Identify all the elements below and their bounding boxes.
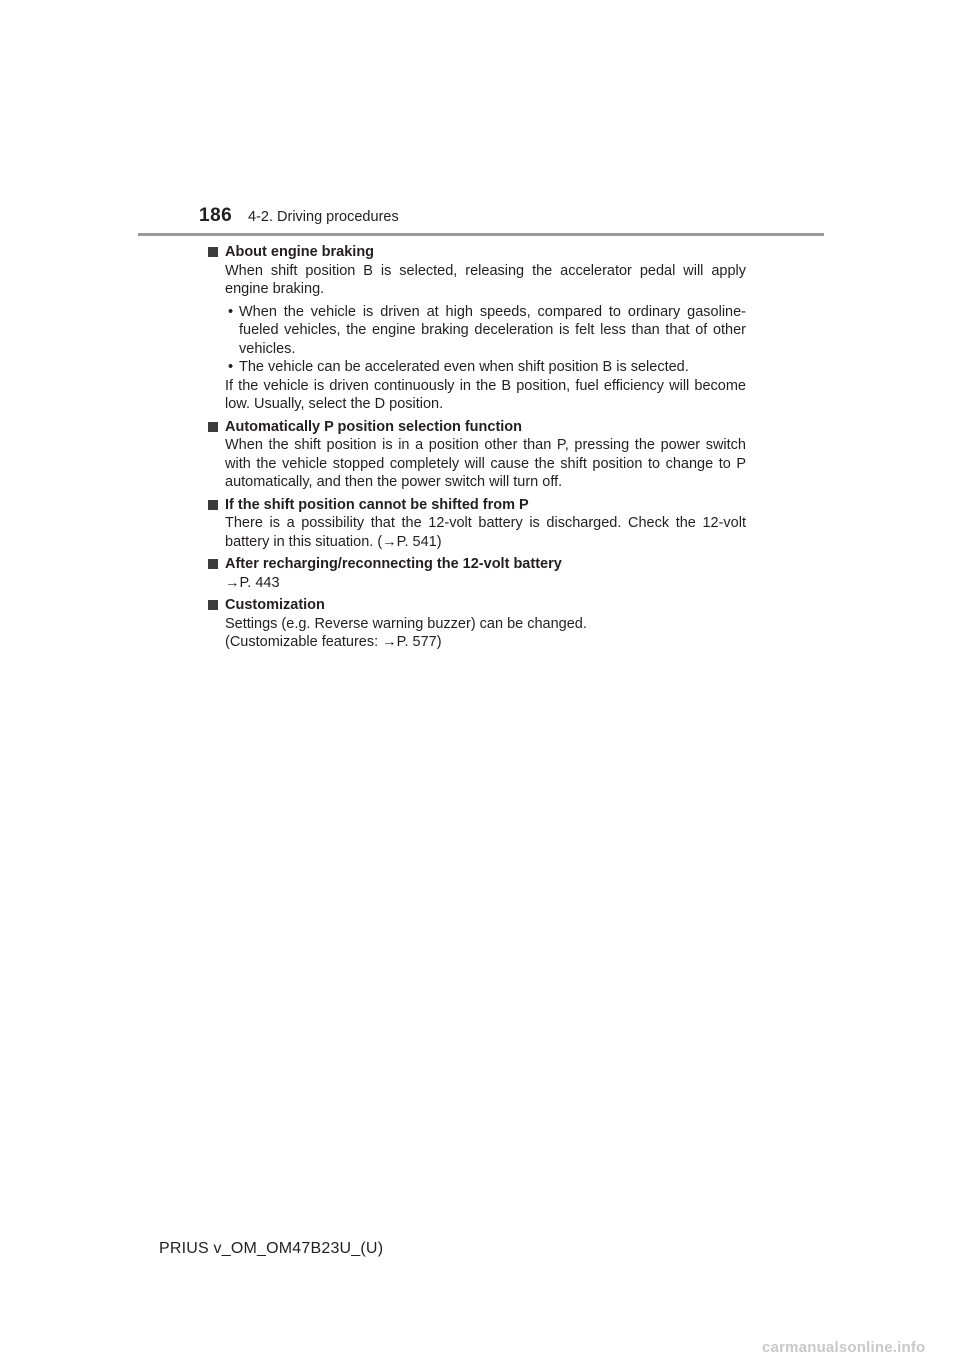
section-heading: If the shift position cannot be shifted from P — [208, 496, 746, 515]
section-heading: Automatically P position selection function — [208, 418, 746, 437]
header-divider — [138, 233, 824, 236]
square-bullet-icon — [208, 422, 218, 432]
section-customization — [208, 596, 746, 652]
main-content — [208, 243, 746, 656]
section-title: 4-2. Driving procedures — [248, 209, 399, 225]
section-text: When the shift position is in a position other than P, pressing the power switch with the vehicle stopped completely will cause the shift position to change to P automatically, and then the power switch will turn off. — [225, 437, 746, 490]
list-item: • The vehicle can be accelerated even when shift position B is selected. — [228, 359, 689, 375]
watermark: carmanualsonline.info — [762, 1339, 926, 1356]
square-bullet-icon — [208, 600, 218, 610]
section-auto-p-position — [208, 418, 746, 492]
section-heading: About engine braking — [208, 243, 746, 262]
footer-doc-id: PRIUS v_OM_OM47B23U_(U) — [159, 1240, 384, 1257]
section-text: If the vehicle is driven continuously in the B position, fuel efficiency will become low. Usually, select the D position. — [225, 377, 746, 412]
section-heading: After recharging/reconnecting the 12-volt battery — [208, 555, 746, 574]
page-reference: →P. 443 — [225, 574, 280, 591]
section-recharging — [208, 555, 746, 592]
section-text: There is a possibility that the 12-volt battery is discharged. Check the 12-volt battery in this situation. (→P. 541) — [225, 515, 746, 550]
section-engine-braking — [208, 243, 746, 414]
section-text: When shift position B is selected, releasing the accelerator pedal will apply engine braking. — [225, 262, 746, 297]
section-text: (Customizable features: →P. 577) — [225, 634, 442, 650]
square-bullet-icon — [208, 559, 218, 569]
list-item: • When the vehicle is driven at high speeds, compared to ordinary gasoline-fueled vehicles, the engine braking deceleration is felt less than that of other vehicles. — [228, 303, 746, 357]
section-cannot-shift — [208, 496, 746, 552]
square-bullet-icon — [208, 247, 218, 257]
section-text: Settings (e.g. Reverse warning buzzer) can be changed. — [225, 615, 587, 632]
bullet-icon: • — [228, 303, 234, 320]
square-bullet-icon — [208, 500, 218, 510]
bullet-icon: • — [228, 359, 234, 375]
section-heading: Customization — [208, 596, 746, 615]
page-number: 186 — [199, 205, 233, 226]
